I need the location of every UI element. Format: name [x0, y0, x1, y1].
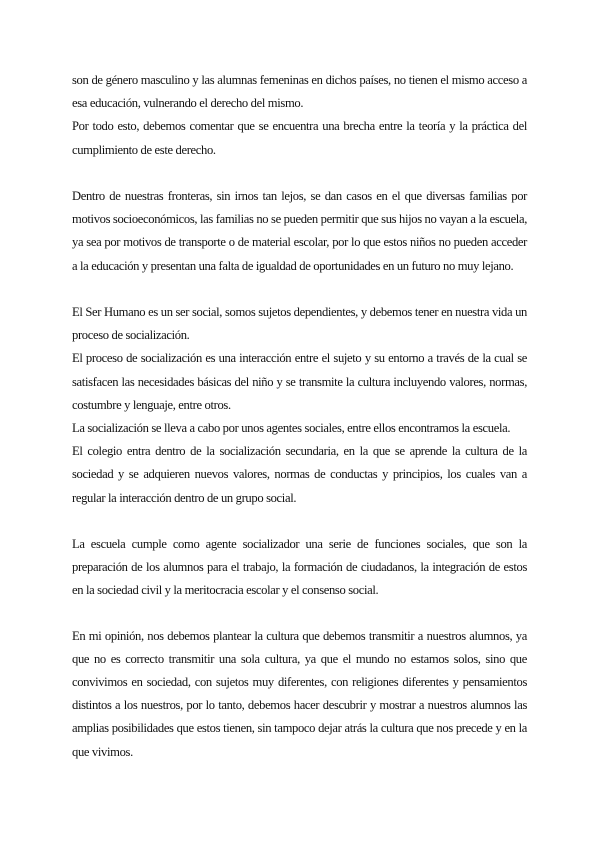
paragraph-opinion: En mi opinión, nos debemos plantear la cultura que debemos transmitir a nuestros alumnos, ya que no es correcto transmitir una sola cultura, ya que el mundo no estamos solos, sino que convivimos en sociedad, con sujetos muy diferentes, con religiones diferentes y pensamientos distintos a los nuestros, por lo tanto, debemos hacer descubrir y mostrar a nuestros alumnos las amplias posibilidades que estos tienen, sin tampoco dejar atrás la cultura que nos precede y en la que vivimos. [72, 628, 527, 759]
paragraph-socialization-process: El proceso de socialización es una interacción entre el sujeto y su entorno a través de la cual se satisfacen las necesidades básicas del niño y se transmite la cultura incluyendo valores, normas, costumbre y lenguaje, entre otros. [72, 351, 527, 412]
document-body [72, 69, 527, 764]
paragraph-socioeconomic-families: Dentro de nuestras fronteras, sin irnos tan lejos, se dan casos en el que diversas familias por motivos socioeconómicos, las familias no se pueden permitir que sus hijos no vayan a la escuela, ya sea por motivos de transporte o de material escolar, por lo que estos niños no pueden acceder a la educación y presentan una falta de igualdad de oportunidades en un futuro no muy lejano. [72, 189, 527, 273]
paragraph-spacer [72, 162, 527, 185]
paragraph-social-agents: La socialización se lleva a cabo por unos agentes sociales, entre ellos encontramos la escuela. [72, 421, 511, 436]
paragraph-spacer [72, 278, 527, 301]
paragraph-secondary-socialization: El colegio entra dentro de la socialización secundaria, en la que se aprende la cultura de la sociedad y se adquieren nuevos valores, normas de conductas y principios, los cuales van a regular la interacción dentro de un grupo social. [72, 444, 527, 505]
paragraph-social-being: El Ser Humano es un ser social, somos sujetos dependientes, y debemos tener en nuestra vida un proceso de socialización. [72, 305, 527, 343]
paragraph-gap-theory-practice: Por todo esto, debemos comentar que se encuentra una brecha entre la teoría y la práctica del cumplimiento de este derecho. [72, 119, 527, 157]
paragraph-access-education: son de género masculino y las alumnas femeninas en dichos países, no tienen el mismo acceso a esa educación, vulnerando el derecho del mismo. [72, 73, 527, 111]
paragraph-school-functions: La escuela cumple como agente socializador una serie de funciones sociales, que son la preparación de los alumnos para el trabajo, la formación de ciudadanos, la integración de estos en la sociedad civil y la meritocracia escolar y el consenso social. [72, 537, 527, 598]
paragraph-spacer [72, 603, 527, 625]
paragraph-spacer [72, 510, 527, 533]
